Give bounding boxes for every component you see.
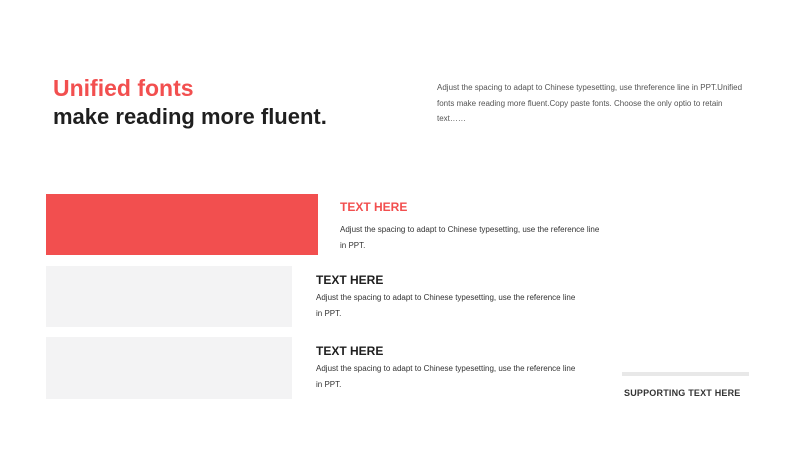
item-body: Adjust the spacing to adapt to Chinese typesetting, use the reference line in PPT. — [316, 293, 576, 318]
supporting-text: SUPPORTING TEXT HERE — [624, 388, 741, 398]
item-body: Adjust the spacing to adapt to Chinese typesetting, use the reference line in PPT. — [316, 364, 576, 389]
item-heading: TEXT HERE — [340, 200, 408, 214]
title-main: make reading more fluent. — [53, 104, 327, 129]
item-body: Adjust the spacing to adapt to Chinese typesetting, use the reference line in PPT. — [340, 225, 600, 250]
item-heading: TEXT HERE — [316, 273, 384, 287]
intro-paragraph: Adjust the spacing to adapt to Chinese typesetting, use threference line in PPT.Unified fonts make reading more fluent.Copy paste fonts. Choose the only optio to retain text…… — [437, 83, 743, 123]
list-item — [316, 344, 576, 393]
title-highlight: Unified fonts — [53, 75, 194, 101]
supporting-divider — [622, 372, 749, 376]
list-item — [316, 273, 576, 322]
gray-bar-2 — [46, 266, 292, 327]
accent-bar-1 — [46, 194, 318, 255]
item-heading: TEXT HERE — [316, 344, 384, 358]
list-item — [340, 200, 600, 254]
gray-bar-3 — [46, 337, 292, 399]
